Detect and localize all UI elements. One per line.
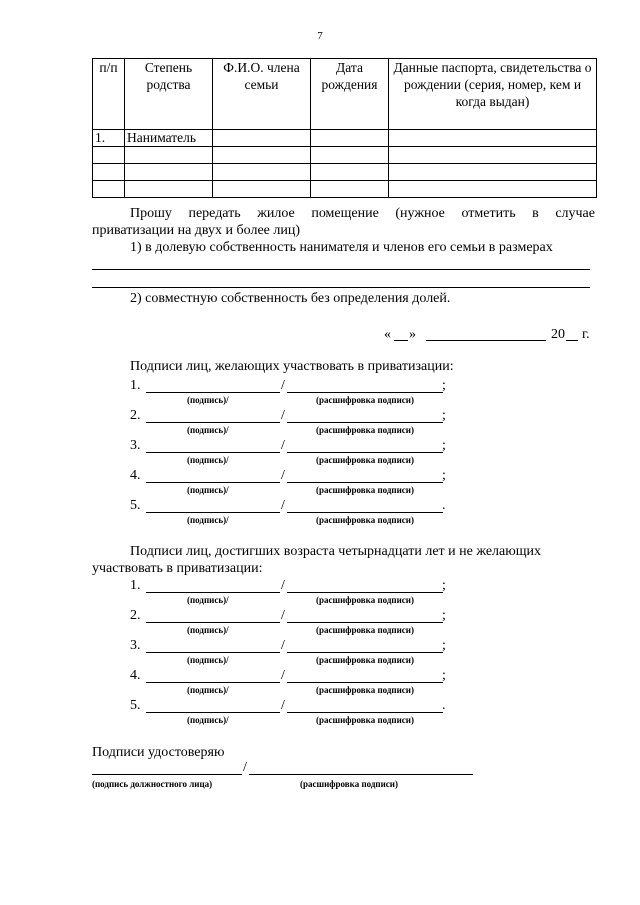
official-decoding-line[interactable] xyxy=(249,774,473,775)
signature-slash: / xyxy=(281,468,285,483)
official-decoding-caption: (расшифровка подписи) xyxy=(300,779,398,789)
signature-number: 2. xyxy=(130,608,141,623)
signature-number: 4. xyxy=(130,668,141,683)
table-cell xyxy=(311,164,389,181)
blank-line[interactable] xyxy=(92,269,590,270)
date-day-field[interactable] xyxy=(394,340,408,341)
decoding-caption: (расшифровка подписи) xyxy=(316,455,414,465)
signature-end-mark: ; xyxy=(442,578,446,593)
date-close-quote: » xyxy=(409,327,416,342)
table-cell xyxy=(311,181,389,198)
blank-line[interactable] xyxy=(92,287,590,288)
signature-field[interactable] xyxy=(146,482,280,483)
decoding-field[interactable] xyxy=(287,482,443,483)
decoding-caption: (расшифровка подписи) xyxy=(316,395,414,405)
decoding-caption: (расшифровка подписи) xyxy=(316,595,414,605)
decoding-field[interactable] xyxy=(287,452,443,453)
table-cell xyxy=(125,181,213,198)
decoding-caption: (расшифровка подписи) xyxy=(316,515,414,525)
date-year-suffix: г. xyxy=(582,327,590,342)
official-signature-line[interactable] xyxy=(92,774,242,775)
signature-caption: (подпись)/ xyxy=(187,395,229,405)
table-cell xyxy=(93,164,125,181)
table-cell xyxy=(213,147,311,164)
table-cell xyxy=(213,181,311,198)
request-line-2: приватизации на двух и более лиц) xyxy=(92,223,301,238)
table-cell xyxy=(389,164,597,181)
signature-number: 3. xyxy=(130,438,141,453)
certify-slash: / xyxy=(243,760,247,775)
date-month-field[interactable] xyxy=(426,340,546,341)
decoding-caption: (расшифровка подписи) xyxy=(316,655,414,665)
signature-number: 5. xyxy=(130,498,141,513)
table-row xyxy=(93,130,597,147)
date-year-prefix: 20 xyxy=(551,327,565,342)
decoding-field[interactable] xyxy=(287,392,443,393)
option-shared-ownership: 1) в долевую собственность нанимателя и членов его семьи в размерах xyxy=(130,240,553,255)
signature-end-mark: ; xyxy=(442,468,446,483)
table-row xyxy=(93,164,597,181)
signature-end-mark: ; xyxy=(442,608,446,623)
signature-end-mark: ; xyxy=(442,438,446,453)
header-cell-relation: Степень родства xyxy=(125,59,213,130)
signature-end-mark: . xyxy=(442,498,446,513)
table-cell xyxy=(389,181,597,198)
table-cell xyxy=(125,164,213,181)
signature-field[interactable] xyxy=(146,682,280,683)
signature-slash: / xyxy=(281,668,285,683)
header-cell-name: Ф.И.О. члена семьи xyxy=(213,59,311,130)
table-row xyxy=(93,147,597,164)
signature-end-mark: ; xyxy=(442,668,446,683)
table-cell xyxy=(311,147,389,164)
signature-caption: (подпись)/ xyxy=(187,595,229,605)
signature-caption: (подпись)/ xyxy=(187,515,229,525)
family-members-table xyxy=(92,58,597,198)
table-cell xyxy=(389,130,597,147)
signature-slash: / xyxy=(281,638,285,653)
signature-number: 2. xyxy=(130,408,141,423)
table-row xyxy=(93,181,597,198)
signature-slash: / xyxy=(281,608,285,623)
decoding-field[interactable] xyxy=(287,712,443,713)
signature-end-mark: ; xyxy=(442,408,446,423)
header-cell-number: п/п xyxy=(93,59,125,130)
header-cell-passport: Данные паспорта, свидетельства о рождении (серия, номер, кем и когда выдан) xyxy=(389,59,597,130)
signature-slash: / xyxy=(281,438,285,453)
option-joint-ownership: 2) совместную собственность без определения долей. xyxy=(130,291,451,306)
table-cell: 1. xyxy=(93,130,125,147)
signature-field[interactable] xyxy=(146,712,280,713)
signature-caption: (подпись)/ xyxy=(187,655,229,665)
signature-slash: / xyxy=(281,578,285,593)
date-year-field[interactable] xyxy=(566,340,578,341)
decoding-field[interactable] xyxy=(287,512,443,513)
signature-caption: (подпись)/ xyxy=(187,485,229,495)
decoding-field[interactable] xyxy=(287,592,443,593)
signature-caption: (подпись)/ xyxy=(187,425,229,435)
official-signature-caption: (подпись должностного лица) xyxy=(92,779,213,789)
signature-field[interactable] xyxy=(146,392,280,393)
decoding-field[interactable] xyxy=(287,422,443,423)
signature-number: 5. xyxy=(130,698,141,713)
not-willing-heading-line-2: участвовать в приватизации: xyxy=(92,561,263,576)
decoding-caption: (расшифровка подписи) xyxy=(316,485,414,495)
table-cell xyxy=(389,147,597,164)
signature-caption: (подпись)/ xyxy=(187,625,229,635)
table-cell: Наниматель xyxy=(125,130,213,147)
signature-caption: (подпись)/ xyxy=(187,685,229,695)
signature-caption: (подпись)/ xyxy=(187,715,229,725)
signature-end-mark: ; xyxy=(442,378,446,393)
table-cell xyxy=(93,181,125,198)
willing-heading: Подписи лиц, желающих участвовать в приватизации: xyxy=(130,359,454,374)
decoding-caption: (расшифровка подписи) xyxy=(316,425,414,435)
signature-field[interactable] xyxy=(146,592,280,593)
table-cell xyxy=(93,147,125,164)
decoding-caption: (расшифровка подписи) xyxy=(316,685,414,695)
table-cell xyxy=(213,130,311,147)
decoding-caption: (расшифровка подписи) xyxy=(316,625,414,635)
signature-slash: / xyxy=(281,408,285,423)
decoding-field[interactable] xyxy=(287,682,443,683)
signature-field[interactable] xyxy=(146,652,280,653)
signature-end-mark: ; xyxy=(442,638,446,653)
table-header-row xyxy=(93,59,597,130)
decoding-field[interactable] xyxy=(287,652,443,653)
signature-number: 1. xyxy=(130,378,141,393)
signature-number: 3. xyxy=(130,638,141,653)
signature-slash: / xyxy=(281,378,285,393)
table-cell xyxy=(311,130,389,147)
date-open-quote: « xyxy=(384,327,391,342)
signature-number: 1. xyxy=(130,578,141,593)
not-willing-heading-line-1: Подписи лиц, достигших возраста четырнадцати лет и не желающих xyxy=(130,544,541,559)
signature-slash: / xyxy=(281,498,285,513)
table-cell xyxy=(213,164,311,181)
decoding-caption: (расшифровка подписи) xyxy=(316,715,414,725)
signature-field[interactable] xyxy=(146,622,280,623)
page-number: 7 xyxy=(317,30,323,42)
signature-end-mark: . xyxy=(442,698,446,713)
decoding-field[interactable] xyxy=(287,622,443,623)
header-cell-birthdate: Дата рождения xyxy=(311,59,389,130)
signature-field[interactable] xyxy=(146,512,280,513)
signature-field[interactable] xyxy=(146,452,280,453)
signature-number: 4. xyxy=(130,468,141,483)
signature-slash: / xyxy=(281,698,285,713)
signature-field[interactable] xyxy=(146,422,280,423)
signature-caption: (подпись)/ xyxy=(187,455,229,465)
table-cell xyxy=(125,147,213,164)
certify-heading: Подписи удостоверяю xyxy=(92,745,225,760)
request-line-1: Прошу передать жилое помещение (нужное отметить в случае xyxy=(130,206,595,221)
